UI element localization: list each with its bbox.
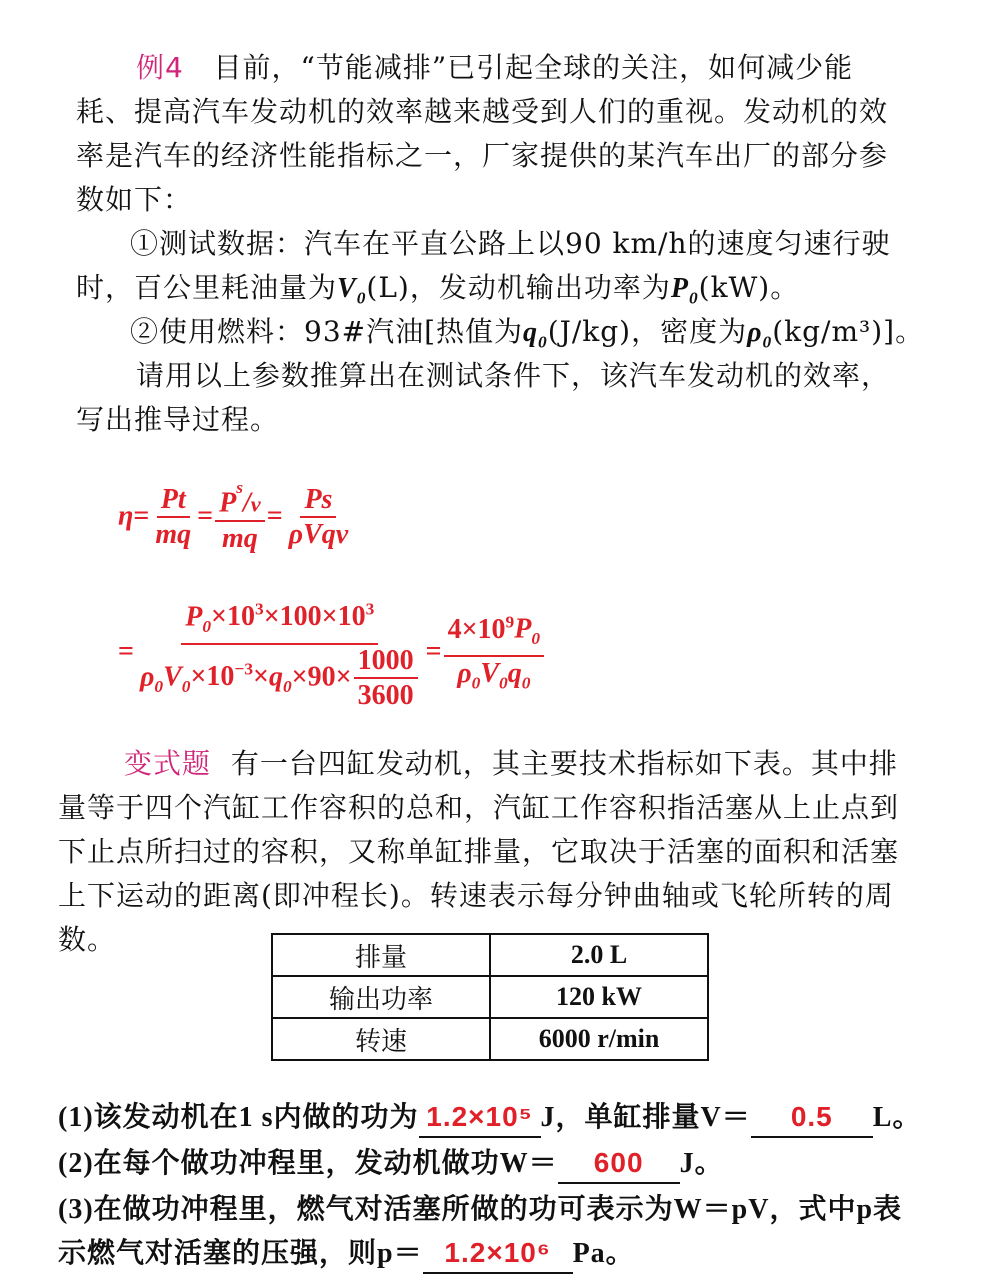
example-text: 耗、提高汽车发动机的效率越来越受到人们的重视。发动机的效 [76, 95, 889, 128]
variant-text: 量等于四个汽缸工作容积的总和，汽缸工作容积指活塞从上止点到 [58, 791, 900, 824]
text-span: 示燃气对活塞的压强，则p＝ [58, 1238, 423, 1269]
symbol-q0: $q_0$ [523, 317, 548, 352]
efficiency-formula-line-1: η= $\frac{Pt}{mq}$ = $\frac{P^s/v}{mq}$ = $\frac{Ps}{\text{ρVqv}}$ [118, 478, 349, 555]
answer-blank [423, 1235, 573, 1274]
example-text: 率是汽车的经济性能指标之一，厂家提供的某汽车出厂的部分参 [76, 139, 889, 172]
text-span: (kW)。 [698, 271, 800, 304]
example-label: 例4 [136, 51, 184, 84]
spec-key: 输出功率 [272, 976, 490, 1018]
spec-key: 转速 [272, 1018, 490, 1060]
text-span: 时，百公里耗油量为 [76, 271, 338, 304]
table-row [272, 934, 708, 976]
question-3-cont [58, 1232, 635, 1276]
text-span: J。 [679, 1148, 724, 1179]
variant-intro-line [124, 742, 898, 786]
table-row [272, 1018, 708, 1060]
variant-label: 变式题 [124, 747, 212, 780]
spec-key: 排量 [272, 934, 490, 976]
example-text: 目前，“节能减排”已引起全球的关注，如何减少能 [213, 51, 854, 84]
text-span: Pa。 [572, 1238, 635, 1269]
spec-value: 2.0 L [490, 934, 708, 976]
example-text: 数如下： [76, 183, 193, 216]
answer-q1-volume: 0.5 [790, 1101, 833, 1132]
symbol-p0: $P_0$ [670, 273, 699, 308]
text-span: (kg/m³)]。 [772, 315, 925, 348]
variant-text: 上下运动的距离(即冲程长)。转速表示每分钟曲轴或飞轮所转的周 [58, 879, 894, 912]
engine-spec-table [271, 933, 709, 1061]
efficiency-formula-line-2: = $P_0\times 10^3\times 100\times 10^3$ $\rho_0V_0\times 10^{-3}\times q_0\times 90\times$ $\frac{1000}{3600}$ = $\frac{4\times 10^9P_0}{\rho_0V_0q_0}$ [118, 594, 546, 713]
question-3: (3)在做功冲程里，燃气对活塞所做的功可表示为W＝pV，式中p表 [58, 1194, 903, 1225]
answer-q3-pressure: 1.2×10⁶ [444, 1237, 551, 1268]
text-span: (1)该发动机在1 s内做的功为 [58, 1102, 419, 1133]
symbol-v0: $V_0$ [337, 273, 367, 308]
answer-q2-work: 600 [593, 1147, 644, 1178]
text-span: J，单缸排量V＝ [540, 1102, 751, 1133]
text-span: (L)，发动机输出功率为 [366, 271, 671, 304]
question-2 [58, 1142, 724, 1186]
question-text: 请用以上参数推算出在测试条件下，该汽车发动机的效率， [136, 359, 891, 392]
table-row [272, 976, 708, 1018]
spec-value: 120 kW [490, 976, 708, 1018]
text-span: (J/kg)，密度为 [547, 315, 748, 348]
variant-text: 数。 [58, 923, 117, 956]
variant-text: 有一台四缸发动机，其主要技术指标如下表。其中排 [230, 747, 898, 780]
text-span: (2)在每个做功冲程里，发动机做功W＝ [58, 1148, 558, 1179]
answer-blank [751, 1099, 873, 1138]
spec-value: 6000 r/min [490, 1018, 708, 1060]
symbol-rho0: $\rho_0$ [747, 317, 773, 352]
question-1 [58, 1096, 921, 1140]
item-1-text: ①测试数据：汽车在平直公路上以90 km/h的速度匀速行驶 [130, 227, 891, 260]
answer-blank [558, 1145, 680, 1184]
text-span: ②使用燃料：93#汽油[热值为 [130, 315, 524, 348]
example-intro-line [136, 46, 853, 90]
question-text: 写出推导过程。 [76, 403, 280, 436]
answer-blank [419, 1099, 541, 1138]
answer-q1-work: 1.2×10⁵ [426, 1101, 533, 1132]
text-span: L。 [872, 1102, 922, 1133]
variant-text: 下止点所扫过的容积，又称单缸排量，它取决于活塞的面积和活塞 [58, 835, 900, 868]
